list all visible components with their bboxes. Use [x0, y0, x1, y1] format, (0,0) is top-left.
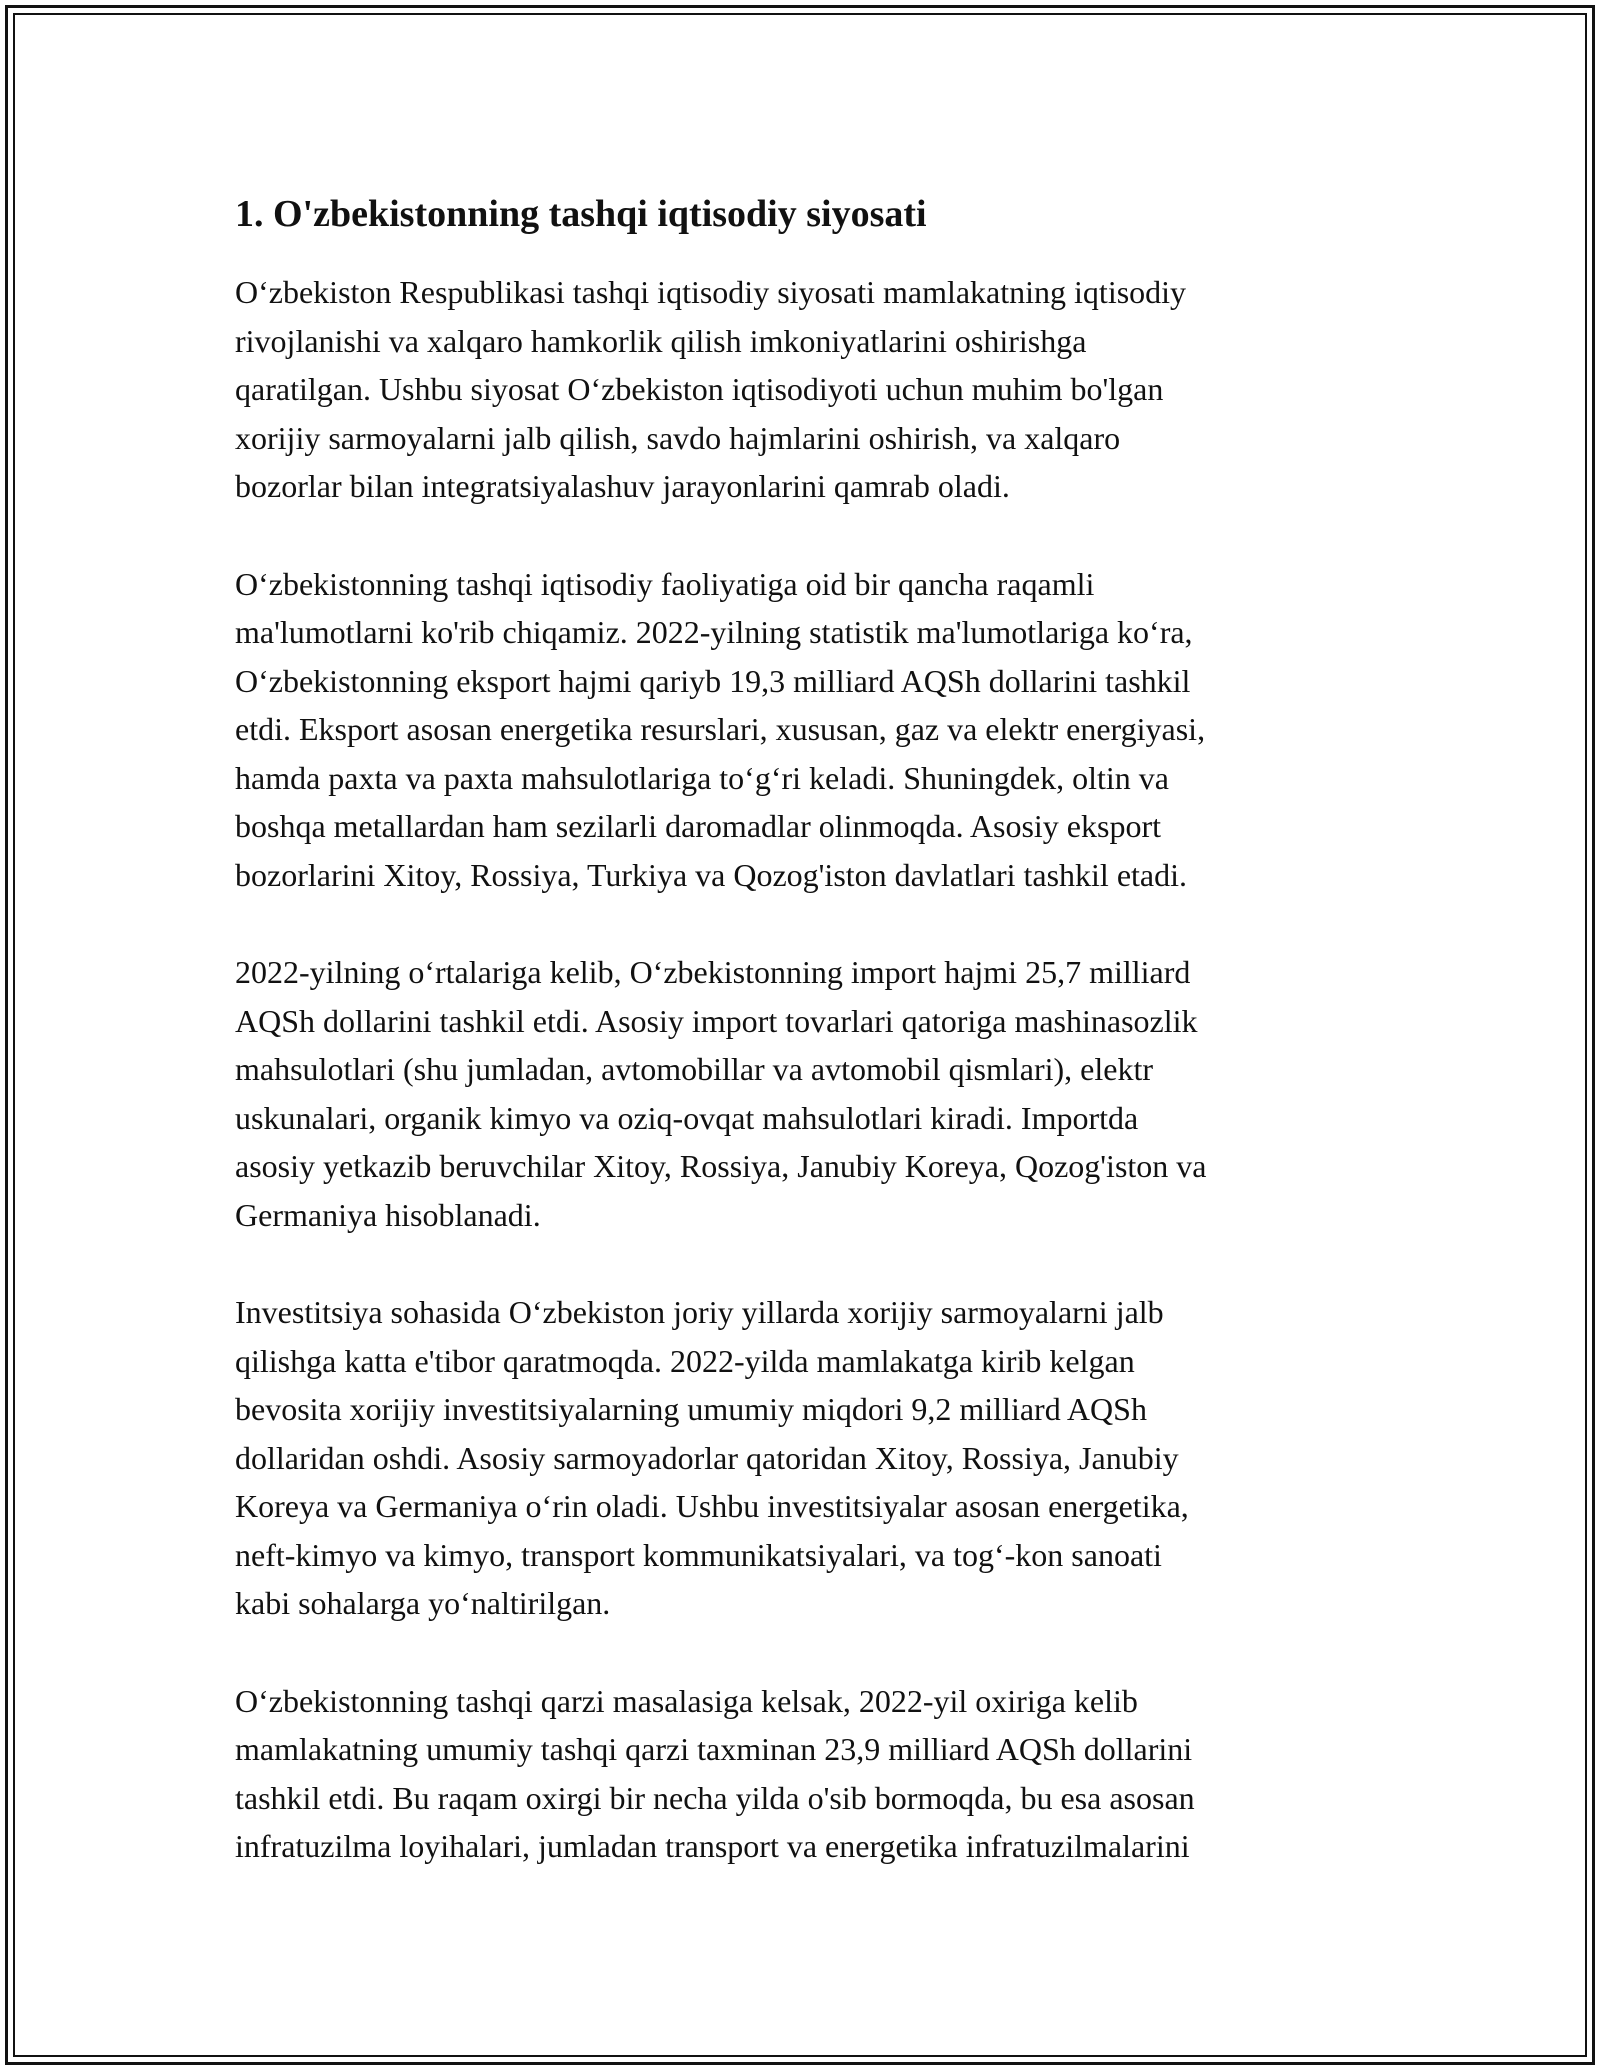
paragraph-export: O‘zbekistonning tashqi iqtisodiy faoliyatiga oid bir qancha raqamli ma'lumotlarni ko'rib chiqamiz. 2022-yilning statistik ma'lumotlariga ko‘ra, O‘zbekistonning eksport hajmi qariyb 19,3 milliard AQSh dollarini tashkil etdi. Eksport asosan energetika resurslari, xususan, gaz va elektr energiyasi, hamda paxta va paxta mahsulotlariga to‘g‘ri keladi. Shuningdek, oltin va boshqa metallardan ham sezilarli daromadlar olinmoqda. Asosiy eksport bozorlarini Xitoy, Rossiya, Turkiya va Qozog'iston davlatlari tashkil etadi. [235, 565, 1206, 893]
section-heading: 1. O'zbekistonning tashqi iqtisodiy siyosati [235, 193, 927, 235]
paragraph-external-debt: O‘zbekistonning tashqi qarzi masalasiga kelsak, 2022-yil oxiriga kelib mamlakatning umumiy tashqi qarzi taxminan 23,9 milliard AQSh dollarini tashkil etdi. Bu raqam oxirgi bir necha yilda o'sib bormoqda, bu esa asosan infratuzilma loyihalari, jumladan transport va energetika infratuzilmalarini [235, 1682, 1195, 1864]
document-body [235, 188, 1375, 1920]
paragraph-import: 2022-yilning o‘rtalariga kelib, O‘zbekistonning import hajmi 25,7 milliard AQSh dollarini tashkil etdi. Asosiy import tovarlari qatoriga mashinasozlik mahsulotlari (shu jumladan, avtomobillar va avtomobil qismlari), elektr uskunalari, organik kimyo va oziq-ovqat mahsulotlari kiradi. Importda asosiy yetkazib beruvchilar Xitoy, Rossiya, Janubiy Koreya, Qozog'iston va Germaniya hisoblanadi. [235, 954, 1207, 1233]
paragraph-intro: O‘zbekiston Respublikasi tashqi iqtisodiy siyosati mamlakatning iqtisodiy rivojlanishi va xalqaro hamkorlik qilish imkoniyatlarini oshirishga qaratilgan. Ushbu siyosat O‘zbekiston iqtisodiyoti uchun muhim bo'lgan xorijiy sarmoyalarni jalb qilish, savdo hajmlarini oshirish, va xalqaro bozorlar bilan integratsiyalashuv jarayonlarini qamrab oladi. [235, 274, 1187, 504]
paragraph-investment: Investitsiya sohasida O‘zbekiston joriy yillarda xorijiy sarmoyalarni jalb qilishga katta e'tibor qaratmoqda. 2022-yilda mamlakatga kirib kelgan bevosita xorijiy investitsiyalarning umumiy miqdori 9,2 milliard AQSh dollaridan oshdi. Asosiy sarmoyadorlar qatoridan Xitoy, Rossiya, Janubiy Koreya va Germaniya o‘rin oladi. Ushbu investitsiyalar asosan energetika, neft-kimyo va kimyo, transport kommunikatsiyalari, va tog‘-kon sanoati kabi sohalarga yo‘naltirilgan. [235, 1294, 1189, 1621]
